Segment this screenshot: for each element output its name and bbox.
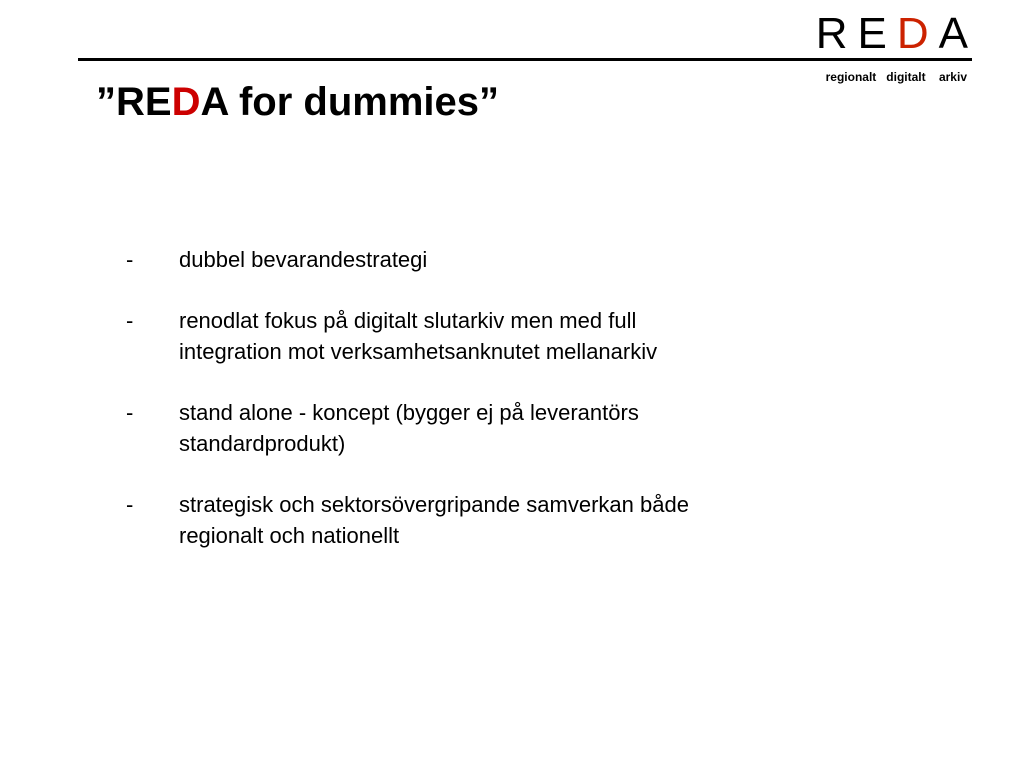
bullet-line: strategisk och sektorsövergripande samverkan både xyxy=(179,492,689,517)
title-suffix: A for dummies” xyxy=(200,80,500,124)
logo-letters xyxy=(798,9,968,58)
bullet-line: dubbel bevarandestrategi xyxy=(179,247,428,272)
bullet-marker: - xyxy=(126,308,134,333)
bullet-item xyxy=(126,489,846,551)
title-highlight: D xyxy=(171,80,201,124)
bullet-item xyxy=(126,244,846,275)
bullet-line: integration mot verksamhetsanknutet mellanarkiv xyxy=(179,339,658,364)
bullet-line: stand alone - koncept (bygger ej på leverantörs xyxy=(179,400,639,425)
bullet-marker: - xyxy=(126,400,134,425)
bullet-line: standardprodukt) xyxy=(179,431,346,456)
title-prefix: ”RE xyxy=(96,80,172,124)
logo-letter-d: D xyxy=(896,9,929,58)
bullet-item xyxy=(126,305,846,367)
logo-letter-e: E xyxy=(857,9,887,58)
header-rule xyxy=(78,58,972,61)
reda-logo xyxy=(798,9,968,58)
bullet-marker: - xyxy=(126,247,134,272)
bullet-item xyxy=(126,397,846,459)
logo-letter-a: A xyxy=(938,9,968,58)
logo-letter-r: R xyxy=(815,9,848,58)
bullet-marker: - xyxy=(126,492,134,517)
bullet-list xyxy=(126,244,846,581)
logo-subtitle: regionalt digitalt arkiv xyxy=(825,70,967,84)
bullet-line: regionalt och nationellt xyxy=(179,523,400,548)
bullet-line: renodlat fokus på digitalt slutarkiv men med full xyxy=(179,308,637,333)
slide-title xyxy=(96,78,499,126)
